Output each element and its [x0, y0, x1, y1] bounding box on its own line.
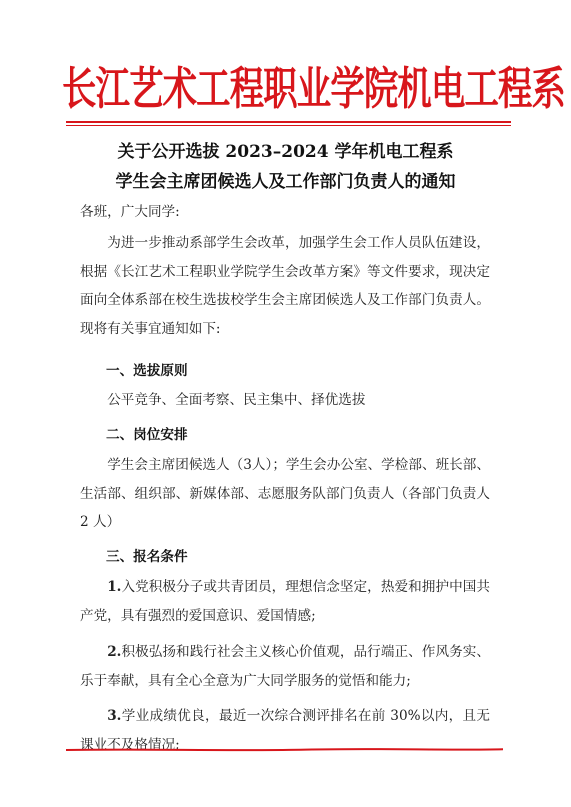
section-body-1: 公平竞争、全面考察、民主集中、择优选拔 [107, 392, 366, 408]
org-header-title: 长江艺术工程职业学院机电工程系 [62, 62, 566, 116]
condition-item-1 [80, 573, 490, 630]
footer-rule [66, 748, 503, 752]
header-rule-thin [66, 125, 511, 126]
section-heading-1: 一、选拔原则 [106, 363, 188, 379]
salutation: 各班，广大同学: [80, 204, 180, 220]
section-heading-3: 三、报名条件 [106, 549, 188, 565]
condition-item-text: 学业成绩优良，最近一次综合测评排名在前 30%以内，且无课业不及格情况; [80, 708, 490, 753]
condition-item-text: 积极弘扬和践行社会主义核心价值观，品行端正、作风务实、乐于奉献，具有全心全意为广大同学服务的觉悟和能力; [80, 644, 490, 689]
condition-item-2 [80, 638, 490, 695]
section-body-2: 学生会主席团候选人（3人）；学生会办公室、学检部、班长部、生活部、组织部、新媒体部、志愿服务队部门负责人（各部门负责人 2 人） [80, 457, 490, 531]
notice-title-line2: 学生会主席团候选人及工作部门负责人的通知 [115, 172, 456, 192]
condition-item-number: 1. [107, 579, 122, 595]
notice-title-line1: 关于公开选拔 2023–2024 学年机电工程系 [117, 142, 454, 162]
intro-paragraph: 为进一步推动系部学生会改革，加强学生会工作人员队伍建设，根据《长江艺术工程职业学院学生会改革方案》等文件要求，现决定面向全体系部在校生选拔校学生会主席团候选人及工作部门负责人。现将有关事宜通知如下: [80, 235, 490, 337]
header-rule-thick [66, 121, 511, 123]
condition-item-text: 入党积极分子或共青团员，理想信念坚定，热爱和拥护中国共产党，具有强烈的爱国意识、爱国情感; [80, 579, 490, 624]
condition-item-number: 2. [107, 644, 122, 660]
section-heading-2: 二、岗位安排 [106, 427, 188, 443]
condition-item-number: 3. [107, 708, 122, 724]
